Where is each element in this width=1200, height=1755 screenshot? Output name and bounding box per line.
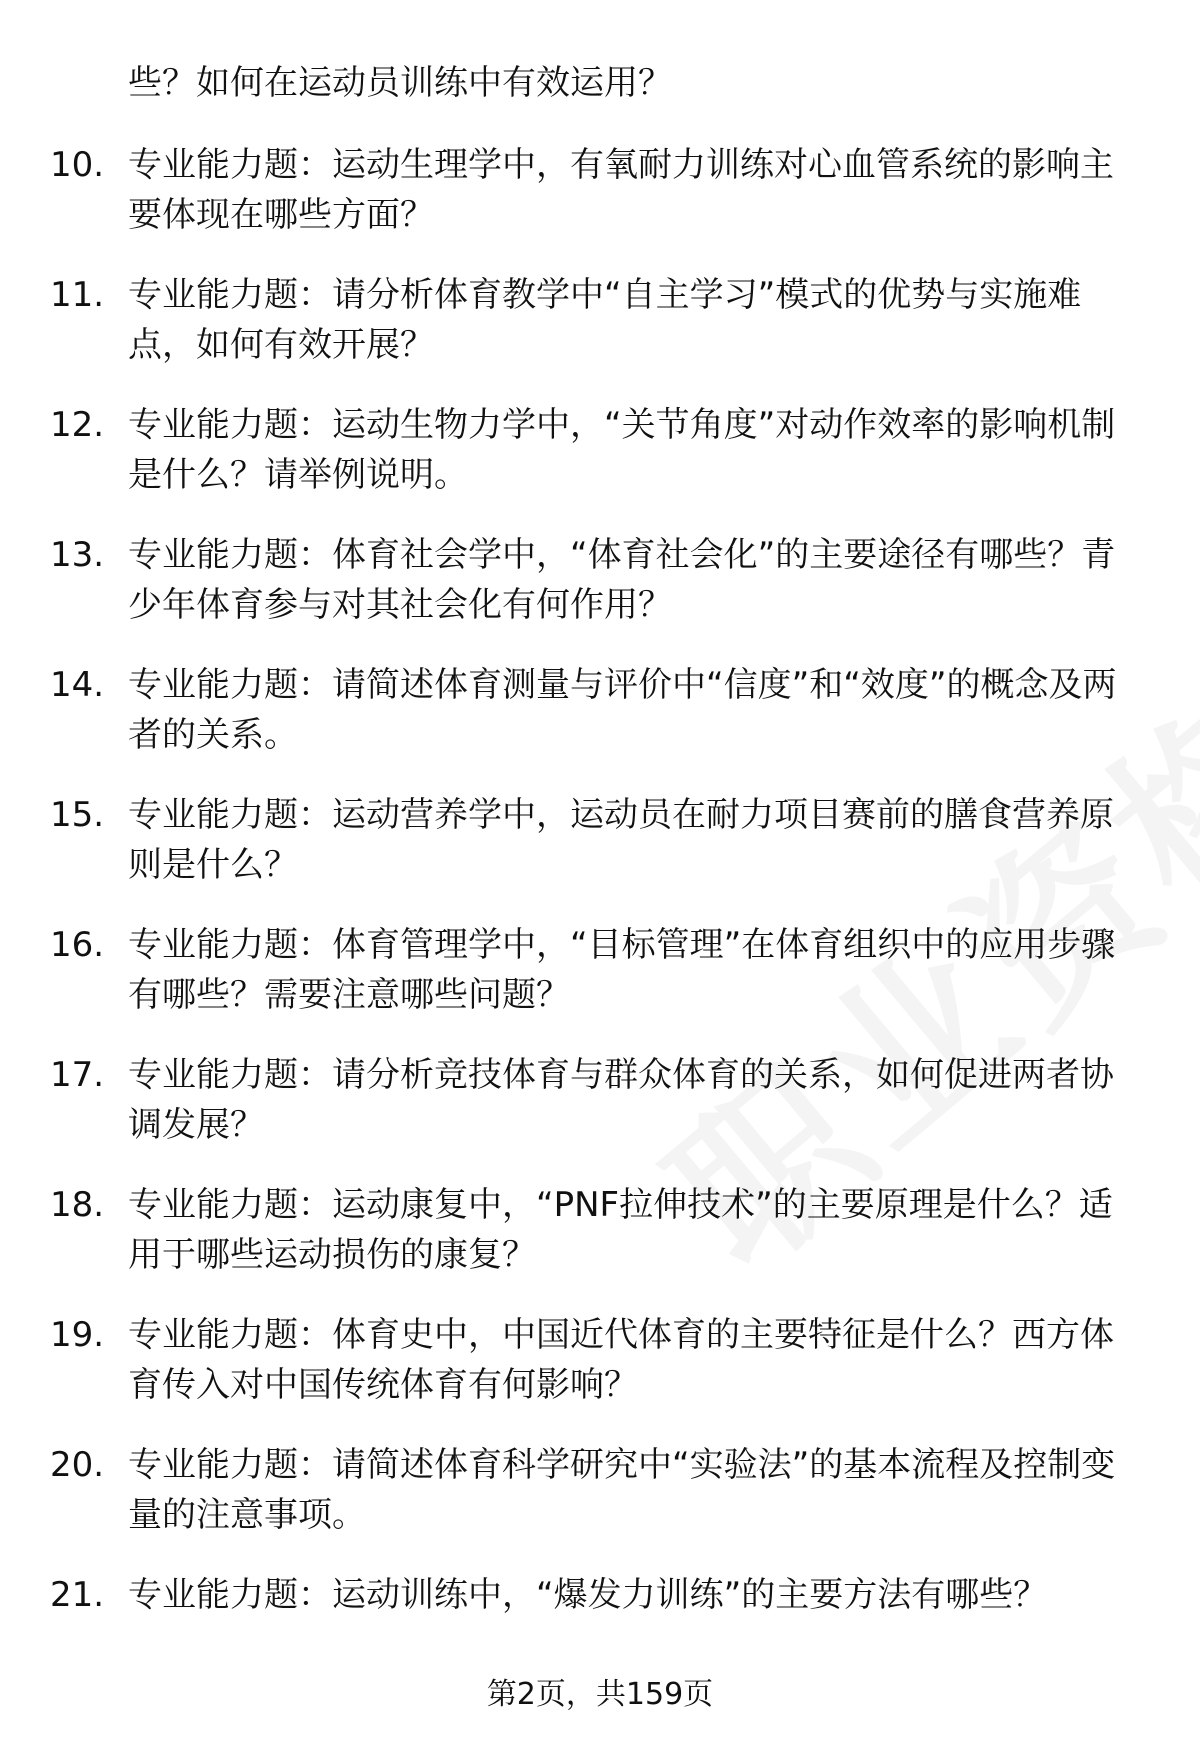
question-number: 14.	[50, 665, 105, 705]
question-text: 专业能力题：体育管理学中，“目标管理”在体育组织中的应用步骤有哪些？需要注意哪些问题？	[128, 925, 1116, 1015]
question-number: 21.	[50, 1575, 105, 1615]
question-item	[0, 1440, 1200, 1570]
question-number: 10.	[50, 145, 105, 185]
question-item	[0, 920, 1200, 1050]
question-text: 专业能力题：运动康复中，“PNF拉伸技术”的主要原理是什么？适用于哪些运动损伤的康复？	[128, 1185, 1113, 1275]
question-number: 20.	[50, 1445, 105, 1485]
question-item	[0, 1050, 1200, 1180]
question-item	[0, 140, 1200, 270]
question-item	[0, 790, 1200, 920]
question-text: 专业能力题：运动生物力学中，“关节角度”对动作效率的影响机制是什么？请举例说明。	[128, 405, 1116, 495]
question-text: 专业能力题：运动营养学中，运动员在耐力项目赛前的膳食营养原则是什么？	[128, 795, 1114, 885]
question-number: 11.	[50, 275, 105, 315]
question-item	[0, 660, 1200, 790]
question-list	[0, 140, 1200, 1700]
question-number: 18.	[50, 1185, 105, 1225]
question-item	[0, 1180, 1200, 1310]
question-text: 专业能力题：体育史中，中国近代体育的主要特征是什么？西方体育传入对中国传统体育有何影响？	[128, 1315, 1114, 1405]
question-item	[0, 1310, 1200, 1440]
question-number: 12.	[50, 405, 105, 445]
continuation-text: 些？如何在运动员训练中有效运用？	[128, 63, 672, 103]
question-text: 专业能力题：请简述体育测量与评价中“信度”和“效度”的概念及两者的关系。	[128, 665, 1117, 755]
question-number: 15.	[50, 795, 105, 835]
question-number: 19.	[50, 1315, 105, 1355]
question-item	[0, 400, 1200, 530]
question-text: 专业能力题：体育社会学中，“体育社会化”的主要途径有哪些？青少年体育参与对其社会化有何作用？	[128, 535, 1116, 625]
question-number: 17.	[50, 1055, 105, 1095]
question-item	[0, 530, 1200, 660]
question-number: 16.	[50, 925, 105, 965]
question-text: 专业能力题：运动生理学中，有氧耐力训练对心血管系统的影响主要体现在哪些方面？	[128, 145, 1114, 235]
question-text: 专业能力题：请简述体育科学研究中“实验法”的基本流程及控制变量的注意事项。	[128, 1445, 1116, 1535]
question-text: 专业能力题：请分析体育教学中“自主学习”模式的优势与实施难点，如何有效开展？	[128, 275, 1082, 365]
question-text: 专业能力题：运动训练中，“爆发力训练”的主要方法有哪些？	[128, 1575, 1048, 1615]
question-text: 专业能力题：请分析竞技体育与群众体育的关系，如何促进两者协调发展？	[128, 1055, 1114, 1145]
question-number: 13.	[50, 535, 105, 575]
question-item	[0, 270, 1200, 400]
page-footer: 第2页，共159页	[486, 1677, 714, 1712]
